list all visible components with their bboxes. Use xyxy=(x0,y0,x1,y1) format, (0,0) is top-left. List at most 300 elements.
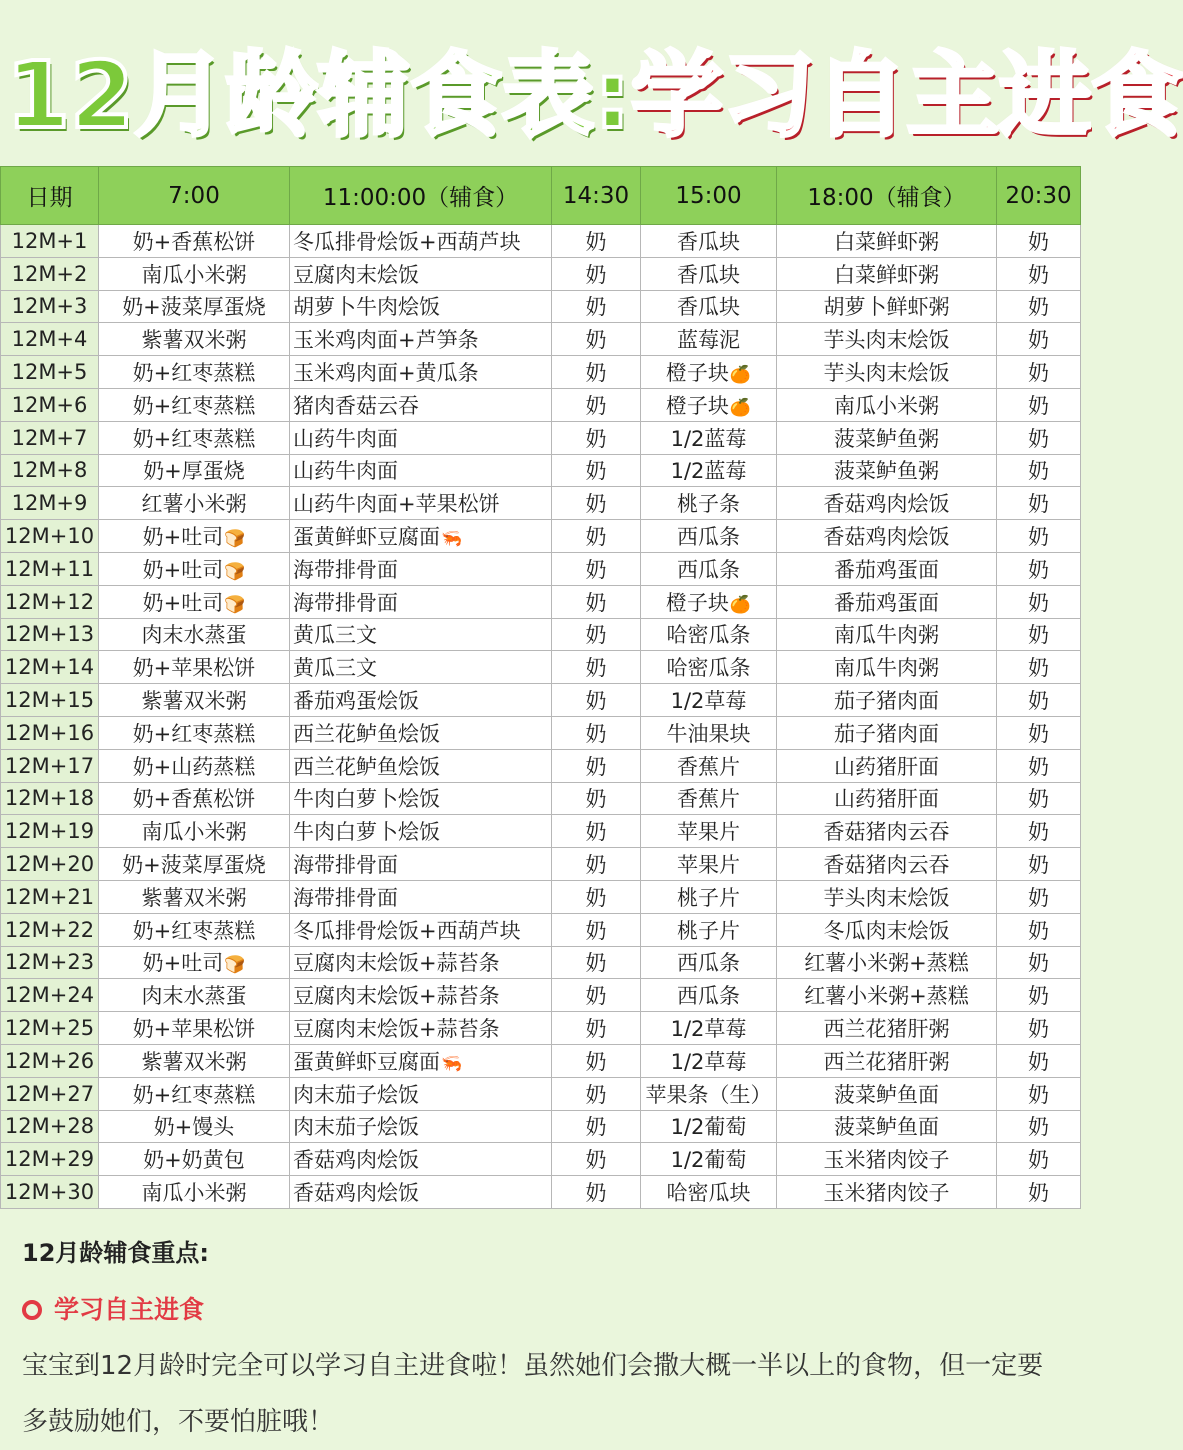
dinner-cell xyxy=(777,815,997,848)
dinner-cell xyxy=(777,618,997,651)
date-cell-text: 12M+17 xyxy=(4,753,95,778)
snack-cell-text: 1/2草莓 xyxy=(670,1049,747,1074)
lunch-cell xyxy=(290,388,552,421)
dinner-cell-text: 茄子猪肉面 xyxy=(834,721,939,746)
dinner-cell-text: 玉米猪肉饺子 xyxy=(823,1181,950,1205)
table-row xyxy=(1,1176,1081,1209)
snack-cell xyxy=(641,520,777,553)
lunch-cell-text: 冬瓜排骨烩饭+西葫芦块 xyxy=(293,918,521,943)
lunch-cell xyxy=(290,1044,552,1077)
dinner-cell xyxy=(777,913,997,946)
date-cell-text: 12M+7 xyxy=(11,425,88,450)
snack-cell-text: 1/2草莓 xyxy=(670,689,747,714)
snack-cell xyxy=(641,356,777,389)
lunch-cell-text: 海带排骨面 xyxy=(293,590,398,615)
date-cell-text: 12M+9 xyxy=(11,491,88,516)
column-header-0700: 7:00 xyxy=(99,167,290,225)
snack-cell-text: 西瓜条 xyxy=(677,951,740,976)
snack-cell xyxy=(641,1077,777,1110)
milk-cell-text: 奶 xyxy=(585,426,607,451)
date-cell xyxy=(1,1143,99,1176)
dinner-cell xyxy=(777,388,997,421)
lunch-cell-text: 海带排骨面 xyxy=(293,853,398,878)
breakfast-cell-text: 奶+吐司 xyxy=(142,951,224,976)
shrimp-icon: 🦐 xyxy=(441,529,463,550)
orange-icon: 🍊 xyxy=(729,594,752,615)
breakfast-cell-text: 奶+馒头 xyxy=(153,1115,235,1140)
dinner-cell xyxy=(777,684,997,717)
snack-cell-text: 苹果片 xyxy=(677,820,740,845)
circle-icon xyxy=(22,1300,42,1320)
milk-cell-text: 奶 xyxy=(585,1181,607,1205)
lunch-cell xyxy=(290,1176,552,1209)
table-row xyxy=(1,1077,1081,1110)
milk-cell-text: 奶 xyxy=(585,361,607,386)
night-milk-cell-text: 奶 xyxy=(1028,1181,1049,1205)
lunch-cell-text: 玉米鸡肉面+芦笋条 xyxy=(293,328,479,353)
night-milk-cell xyxy=(997,487,1081,520)
milk-cell-text: 奶 xyxy=(585,295,607,320)
breakfast-cell-text: 奶+菠菜厚蛋烧 xyxy=(122,295,266,320)
dinner-cell-text: 西兰花猪肝粥 xyxy=(823,1049,950,1074)
lunch-cell-text: 肉末茄子烩饭 xyxy=(293,1115,419,1140)
dinner-cell-text: 番茄鸡蛋面 xyxy=(834,590,939,615)
breakfast-cell xyxy=(99,913,290,946)
lunch-cell-text: 黄瓜三文 xyxy=(293,623,377,648)
lunch-cell xyxy=(290,979,552,1012)
breakfast-cell xyxy=(99,684,290,717)
lunch-cell-text: 香菇鸡肉烩饭 xyxy=(293,1148,419,1173)
milk-cell-text: 奶 xyxy=(585,328,607,353)
breakfast-cell-text: 奶+红枣蒸糕 xyxy=(132,393,256,418)
snack-cell xyxy=(641,290,777,323)
night-milk-cell-text: 奶 xyxy=(1028,721,1049,746)
milk-cell xyxy=(552,880,641,913)
date-cell xyxy=(1,1044,99,1077)
breakfast-cell-text: 奶+红枣蒸糕 xyxy=(132,426,256,451)
milk-cell-text: 奶 xyxy=(585,787,607,812)
dinner-cell-text: 芋头肉末烩饭 xyxy=(823,328,950,353)
dinner-cell xyxy=(777,421,997,454)
milk-cell xyxy=(552,782,641,815)
bread-icon: 🍞 xyxy=(224,594,246,615)
lunch-cell-text: 豆腐肉末烩饭+蒜苔条 xyxy=(293,984,500,1009)
date-cell xyxy=(1,946,99,979)
snack-cell-text: 香蕉片 xyxy=(677,787,740,812)
dinner-cell xyxy=(777,323,997,356)
breakfast-cell xyxy=(99,716,290,749)
night-milk-cell-text: 奶 xyxy=(1028,1082,1049,1107)
milk-cell-text: 奶 xyxy=(585,1115,607,1140)
date-cell-text: 12M+25 xyxy=(4,1016,95,1041)
dinner-cell-text: 南瓜牛肉粥 xyxy=(834,656,939,681)
dinner-cell-text: 菠菜鲈鱼粥 xyxy=(834,459,939,484)
lunch-cell xyxy=(290,815,552,848)
date-cell xyxy=(1,356,99,389)
date-cell xyxy=(1,421,99,454)
lunch-cell xyxy=(290,684,552,717)
date-cell-text: 12M+24 xyxy=(4,983,95,1008)
night-milk-cell-text: 奶 xyxy=(1028,426,1049,451)
night-milk-cell xyxy=(997,520,1081,553)
table-row xyxy=(1,257,1081,290)
night-milk-cell xyxy=(997,323,1081,356)
milk-cell-text: 奶 xyxy=(585,754,607,779)
snack-cell xyxy=(641,225,777,258)
night-milk-cell xyxy=(997,651,1081,684)
breakfast-cell-text: 肉末水蒸蛋 xyxy=(141,984,247,1009)
lunch-cell xyxy=(290,520,552,553)
lunch-cell-text: 猪肉香菇云吞 xyxy=(293,393,419,418)
night-milk-cell xyxy=(997,1143,1081,1176)
night-milk-cell xyxy=(997,290,1081,323)
date-cell-text: 12M+19 xyxy=(4,819,95,844)
lunch-cell xyxy=(290,454,552,487)
date-cell xyxy=(1,1077,99,1110)
dinner-cell-text: 冬瓜肉末烩饭 xyxy=(823,918,950,943)
column-header-1100: 11:00:00（辅食） xyxy=(290,167,552,225)
night-milk-cell xyxy=(997,815,1081,848)
date-cell-text: 12M+21 xyxy=(4,884,95,909)
breakfast-cell-text: 肉末水蒸蛋 xyxy=(141,623,247,648)
milk-cell xyxy=(552,979,641,1012)
milk-cell xyxy=(552,913,641,946)
date-cell xyxy=(1,585,99,618)
snack-cell xyxy=(641,552,777,585)
lunch-cell-text: 西兰花鲈鱼烩饭 xyxy=(293,754,440,779)
breakfast-cell xyxy=(99,880,290,913)
date-cell xyxy=(1,552,99,585)
night-milk-cell-text: 奶 xyxy=(1028,1049,1049,1074)
lunch-cell-text: 西兰花鲈鱼烩饭 xyxy=(293,721,440,746)
date-cell-text: 12M+22 xyxy=(4,917,95,942)
dinner-cell-text: 红薯小米粥+蒸糕 xyxy=(804,951,969,976)
breakfast-cell xyxy=(99,651,290,684)
lunch-cell xyxy=(290,323,552,356)
dinner-cell xyxy=(777,1077,997,1110)
snack-cell-text: 西瓜条 xyxy=(677,557,740,582)
snack-cell xyxy=(641,421,777,454)
lunch-cell-text: 蛋黄鲜虾豆腐面 xyxy=(293,1049,440,1074)
lunch-cell-text: 山药牛肉面 xyxy=(293,426,398,451)
dinner-cell-text: 南瓜小米粥 xyxy=(834,393,939,418)
lunch-cell-text: 山药牛肉面+苹果松饼 xyxy=(293,492,500,517)
table-row xyxy=(1,487,1081,520)
snack-cell-text: 牛油果块 xyxy=(666,721,751,746)
table-row xyxy=(1,421,1081,454)
date-cell-text: 12M+5 xyxy=(11,360,88,385)
snack-cell-text: 香瓜块 xyxy=(677,229,740,254)
breakfast-cell-text: 奶+香蕉松饼 xyxy=(132,229,256,254)
breakfast-cell-text: 南瓜小米粥 xyxy=(141,820,247,845)
date-cell xyxy=(1,487,99,520)
snack-cell xyxy=(641,848,777,881)
snack-cell-text: 哈密瓜条 xyxy=(666,623,751,648)
dinner-cell-text: 茄子猪肉面 xyxy=(834,689,939,714)
date-cell-text: 12M+8 xyxy=(11,458,88,483)
snack-cell-text: 1/2蓝莓 xyxy=(670,426,747,451)
bread-icon: 🍞 xyxy=(224,955,246,976)
snack-cell-text: 哈密瓜条 xyxy=(666,656,751,681)
dinner-cell-text: 白菜鲜虾粥 xyxy=(834,262,939,287)
snack-cell xyxy=(641,782,777,815)
dinner-cell-text: 山药猪肝面 xyxy=(834,754,939,779)
milk-cell-text: 奶 xyxy=(585,590,607,615)
milk-cell xyxy=(552,1176,641,1209)
milk-cell xyxy=(552,946,641,979)
dinner-cell-text: 胡萝卜鲜虾粥 xyxy=(823,295,950,320)
milk-cell xyxy=(552,585,641,618)
table-row xyxy=(1,454,1081,487)
milk-cell-text: 奶 xyxy=(585,984,607,1009)
night-milk-cell-text: 奶 xyxy=(1028,557,1049,582)
breakfast-cell-text: 奶+山药蒸糕 xyxy=(132,754,256,779)
breakfast-cell-text: 奶+菠菜厚蛋烧 xyxy=(122,853,266,878)
dinner-cell xyxy=(777,454,997,487)
table-row xyxy=(1,585,1081,618)
snack-cell xyxy=(641,454,777,487)
dinner-cell xyxy=(777,716,997,749)
dinner-cell-text: 西兰花猪肝粥 xyxy=(823,1017,950,1042)
night-milk-cell xyxy=(997,1077,1081,1110)
table-row xyxy=(1,388,1081,421)
date-cell xyxy=(1,749,99,782)
table-row xyxy=(1,913,1081,946)
breakfast-cell-text: 奶+红枣蒸糕 xyxy=(132,918,256,943)
dinner-cell-text: 玉米猪肉饺子 xyxy=(823,1148,950,1173)
snack-cell-text: 橙子块 xyxy=(665,361,729,386)
breakfast-cell xyxy=(99,421,290,454)
night-milk-cell-text: 奶 xyxy=(1028,656,1049,681)
night-milk-cell xyxy=(997,880,1081,913)
dinner-cell-text: 山药猪肝面 xyxy=(834,787,939,812)
breakfast-cell-text: 紫薯双米粥 xyxy=(141,885,247,910)
date-cell xyxy=(1,979,99,1012)
lunch-cell-text: 胡萝卜牛肉烩饭 xyxy=(293,295,440,320)
snack-cell xyxy=(641,880,777,913)
date-cell-text: 12M+12 xyxy=(4,589,95,614)
snack-cell xyxy=(641,585,777,618)
lunch-cell-text: 肉末茄子烩饭 xyxy=(293,1082,419,1107)
table-row xyxy=(1,880,1081,913)
date-cell xyxy=(1,716,99,749)
table-row xyxy=(1,356,1081,389)
lunch-cell-text: 山药牛肉面 xyxy=(293,459,398,484)
breakfast-cell xyxy=(99,1110,290,1143)
table-row xyxy=(1,225,1081,258)
night-milk-cell xyxy=(997,1176,1081,1209)
lunch-cell xyxy=(290,946,552,979)
dinner-cell-text: 南瓜牛肉粥 xyxy=(834,623,939,648)
lunch-cell xyxy=(290,749,552,782)
night-milk-cell xyxy=(997,421,1081,454)
dinner-cell-text: 香菇猪肉云吞 xyxy=(823,820,950,845)
date-cell xyxy=(1,1012,99,1045)
dinner-cell-text: 菠菜鲈鱼面 xyxy=(834,1082,939,1107)
notes-subheading xyxy=(22,1290,1067,1330)
milk-cell xyxy=(552,290,641,323)
milk-cell xyxy=(552,323,641,356)
breakfast-cell xyxy=(99,388,290,421)
snack-cell-text: 苹果片 xyxy=(677,853,740,878)
lunch-cell xyxy=(290,618,552,651)
snack-cell xyxy=(641,257,777,290)
snack-cell-text: 香瓜块 xyxy=(677,262,740,287)
night-milk-cell-text: 奶 xyxy=(1028,492,1049,517)
night-milk-cell-text: 奶 xyxy=(1028,459,1049,484)
night-milk-cell xyxy=(997,552,1081,585)
date-cell xyxy=(1,782,99,815)
breakfast-cell-text: 南瓜小米粥 xyxy=(141,1181,247,1205)
breakfast-cell xyxy=(99,946,290,979)
dinner-cell-text: 香菇鸡肉烩饭 xyxy=(823,525,950,550)
dinner-cell-text: 香菇鸡肉烩饭 xyxy=(823,492,950,517)
night-milk-cell xyxy=(997,618,1081,651)
milk-cell xyxy=(552,552,641,585)
milk-cell-text: 奶 xyxy=(585,525,607,550)
lunch-cell xyxy=(290,913,552,946)
night-milk-cell-text: 奶 xyxy=(1028,820,1049,845)
night-milk-cell xyxy=(997,848,1081,881)
dinner-cell xyxy=(777,1176,997,1209)
milk-cell xyxy=(552,225,641,258)
snack-cell-text: 桃子片 xyxy=(677,885,740,910)
date-cell-text: 12M+6 xyxy=(11,392,88,417)
lunch-cell xyxy=(290,356,552,389)
milk-cell-text: 奶 xyxy=(585,1148,607,1173)
breakfast-cell xyxy=(99,356,290,389)
snack-cell xyxy=(641,684,777,717)
snack-cell xyxy=(641,913,777,946)
milk-cell-text: 奶 xyxy=(585,1049,607,1074)
milk-cell xyxy=(552,848,641,881)
night-milk-cell-text: 奶 xyxy=(1028,229,1049,254)
date-cell-text: 12M+15 xyxy=(4,688,95,713)
milk-cell-text: 奶 xyxy=(585,623,607,648)
milk-cell-text: 奶 xyxy=(585,820,607,845)
date-cell-text: 12M+30 xyxy=(4,1180,95,1204)
night-milk-cell-text: 奶 xyxy=(1028,525,1049,550)
column-header-2030: 20:30 xyxy=(997,167,1081,225)
breakfast-cell-text: 奶+红枣蒸糕 xyxy=(132,721,256,746)
milk-cell xyxy=(552,1143,641,1176)
night-milk-cell-text: 奶 xyxy=(1028,689,1049,714)
lunch-cell-text: 冬瓜排骨烩饭+西葫芦块 xyxy=(293,229,521,254)
lunch-cell xyxy=(290,880,552,913)
snack-cell-text: 1/2草莓 xyxy=(670,1017,747,1042)
lunch-cell xyxy=(290,1110,552,1143)
table-row xyxy=(1,979,1081,1012)
snack-cell-text: 1/2葡萄 xyxy=(670,1115,747,1140)
milk-cell-text: 奶 xyxy=(585,229,607,254)
table-row xyxy=(1,1110,1081,1143)
breakfast-cell xyxy=(99,290,290,323)
table-row xyxy=(1,323,1081,356)
notes-body: 宝宝到12月龄时完全可以学习自主进食啦！虽然她们会撒大概一半以上的食物，但一定要多鼓励她们，不要怕脏哦！ xyxy=(22,1351,1044,1437)
night-milk-cell xyxy=(997,585,1081,618)
dinner-cell-text: 红薯小米粥+蒸糕 xyxy=(804,984,969,1009)
night-milk-cell-text: 奶 xyxy=(1028,361,1049,386)
milk-cell xyxy=(552,716,641,749)
shrimp-icon: 🦐 xyxy=(441,1053,463,1074)
lunch-cell xyxy=(290,1143,552,1176)
breakfast-cell-text: 紫薯双米粥 xyxy=(141,1049,247,1074)
dinner-cell xyxy=(777,257,997,290)
lunch-cell xyxy=(290,1012,552,1045)
night-milk-cell xyxy=(997,946,1081,979)
milk-cell xyxy=(552,1012,641,1045)
date-cell-text: 12M+2 xyxy=(11,261,88,286)
lunch-cell xyxy=(290,782,552,815)
date-cell xyxy=(1,1176,99,1209)
date-cell-text: 12M+26 xyxy=(4,1048,95,1073)
snack-cell-text: 1/2蓝莓 xyxy=(670,459,747,484)
snack-cell xyxy=(641,749,777,782)
snack-cell-text: 西瓜条 xyxy=(677,984,740,1009)
table-row xyxy=(1,618,1081,651)
milk-cell-text: 奶 xyxy=(585,918,607,943)
lunch-cell-text: 豆腐肉末烩饭 xyxy=(293,262,419,287)
lunch-cell xyxy=(290,651,552,684)
milk-cell xyxy=(552,1077,641,1110)
snack-cell xyxy=(641,815,777,848)
date-cell-text: 12M+4 xyxy=(11,327,88,352)
dinner-cell xyxy=(777,1044,997,1077)
dinner-cell xyxy=(777,782,997,815)
milk-cell-text: 奶 xyxy=(585,689,607,714)
date-cell xyxy=(1,913,99,946)
dinner-cell-text: 菠菜鲈鱼粥 xyxy=(834,426,939,451)
bread-icon: 🍞 xyxy=(224,529,246,550)
breakfast-cell xyxy=(99,1143,290,1176)
night-milk-cell xyxy=(997,1110,1081,1143)
milk-cell xyxy=(552,651,641,684)
night-milk-cell-text: 奶 xyxy=(1028,328,1049,353)
breakfast-cell-text: 紫薯双米粥 xyxy=(141,689,247,714)
night-milk-cell-text: 奶 xyxy=(1028,951,1049,976)
date-cell xyxy=(1,454,99,487)
milk-cell-text: 奶 xyxy=(585,1082,607,1107)
table-row xyxy=(1,749,1081,782)
orange-icon: 🍊 xyxy=(729,397,752,418)
milk-cell xyxy=(552,749,641,782)
dinner-cell xyxy=(777,552,997,585)
snack-cell xyxy=(641,1176,777,1209)
milk-cell-text: 奶 xyxy=(585,951,607,976)
snack-cell-text: 蓝莓泥 xyxy=(677,328,740,353)
column-header-1500: 15:00 xyxy=(641,167,777,225)
orange-icon: 🍊 xyxy=(729,365,752,386)
milk-cell-text: 奶 xyxy=(585,656,607,681)
table-row xyxy=(1,1143,1081,1176)
table-row xyxy=(1,848,1081,881)
breakfast-cell-text: 奶+苹果松饼 xyxy=(132,1017,256,1042)
date-cell-text: 12M+18 xyxy=(4,786,95,811)
milk-cell xyxy=(552,815,641,848)
milk-cell xyxy=(552,421,641,454)
milk-cell xyxy=(552,388,641,421)
table-row xyxy=(1,520,1081,553)
night-milk-cell-text: 奶 xyxy=(1028,295,1049,320)
table-body xyxy=(1,225,1081,1209)
night-milk-cell-text: 奶 xyxy=(1028,1148,1049,1173)
night-milk-cell xyxy=(997,454,1081,487)
night-milk-cell xyxy=(997,749,1081,782)
table-row xyxy=(1,946,1081,979)
milk-cell xyxy=(552,684,641,717)
date-cell-text: 12M+23 xyxy=(4,950,95,975)
snack-cell xyxy=(641,1012,777,1045)
